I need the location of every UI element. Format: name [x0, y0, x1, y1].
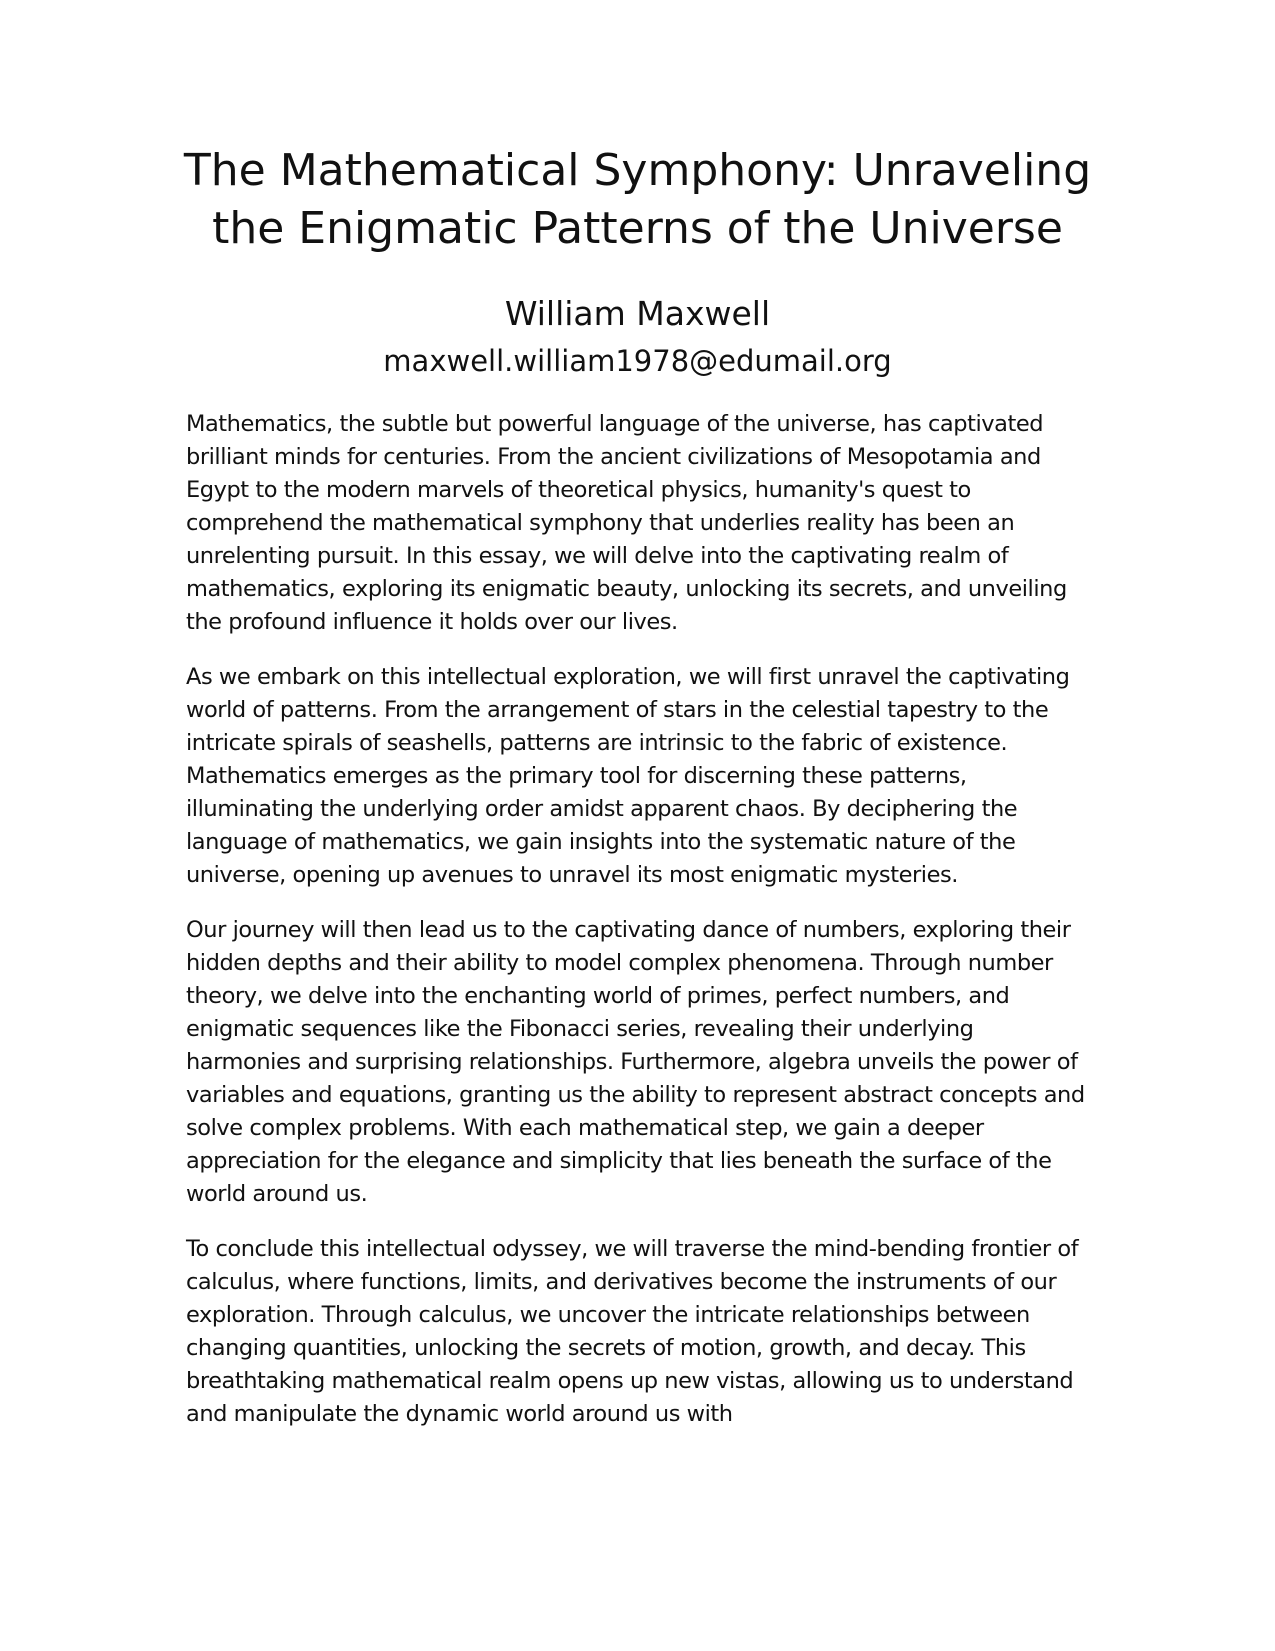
paragraph-4: To conclude this intellectual odyssey, we will traverse the mind-bending frontier of calculus, where functions, limits, and derivatives become the instruments of our exploration. Through calculus, we uncover the intricate relationships between changing quantities, unlocking the secrets of motion, growth, and decay. This breathtaking mathematical realm opens up new vistas, allowing us to understand and manipulate the dynamic world around us with	[186, 1236, 1079, 1427]
paragraph-3: Our journey will then lead us to the captivating dance of numbers, exploring their hidden depths and their ability to model complex phenomena. Through number theory, we delve into the enchanting world of primes, perfect numbers, and enigmatic sequences like the Fibonacci series, revealing their underlying harmonies and surprising relationships. Furthermore, algebra unveils the power of variables and equations, granting us the ability to represent abstract concepts and solve complex problems. With each mathematical step, we gain a deeper appreciation for the elegance and simplicity that lies beneath the surface of the world around us.	[186, 917, 1085, 1207]
author-email: maxwell.william1978@edumail.org	[383, 344, 892, 378]
document-body	[186, 408, 1086, 1453]
author-name: William Maxwell	[504, 294, 771, 333]
paragraph-2: As we embark on this intellectual exploration, we will first unravel the captivating world of patterns. From the arrangement of stars in the celestial tapestry to the intricate spirals of seashells, patterns are intrinsic to the fabric of existence. Mathematics emerges as the primary tool for discerning these patterns, illuminating the underlying order amidst apparent chaos. By deciphering the language of mathematics, we gain insights into the systematic nature of the universe, opening up avenues to unravel its most enigmatic mysteries.	[186, 664, 1070, 888]
paragraph-1: Mathematics, the subtle but powerful language of the universe, has captivated brilliant minds for centuries. From the ancient civilizations of Mesopotamia and Egypt to the modern marvels of theoretical physics, humanity's quest to comprehend the mathematical symphony that underlies reality has been an unrelenting pursuit. In this essay, we will delve into the captivating realm of mathematics, exploring its enigmatic beauty, unlocking its secrets, and unveiling the profound influence it holds over our lives.	[186, 411, 1067, 635]
document-title: The Mathematical Symphony: Unraveling the Enigmatic Patterns of the Universe	[183, 145, 1092, 254]
